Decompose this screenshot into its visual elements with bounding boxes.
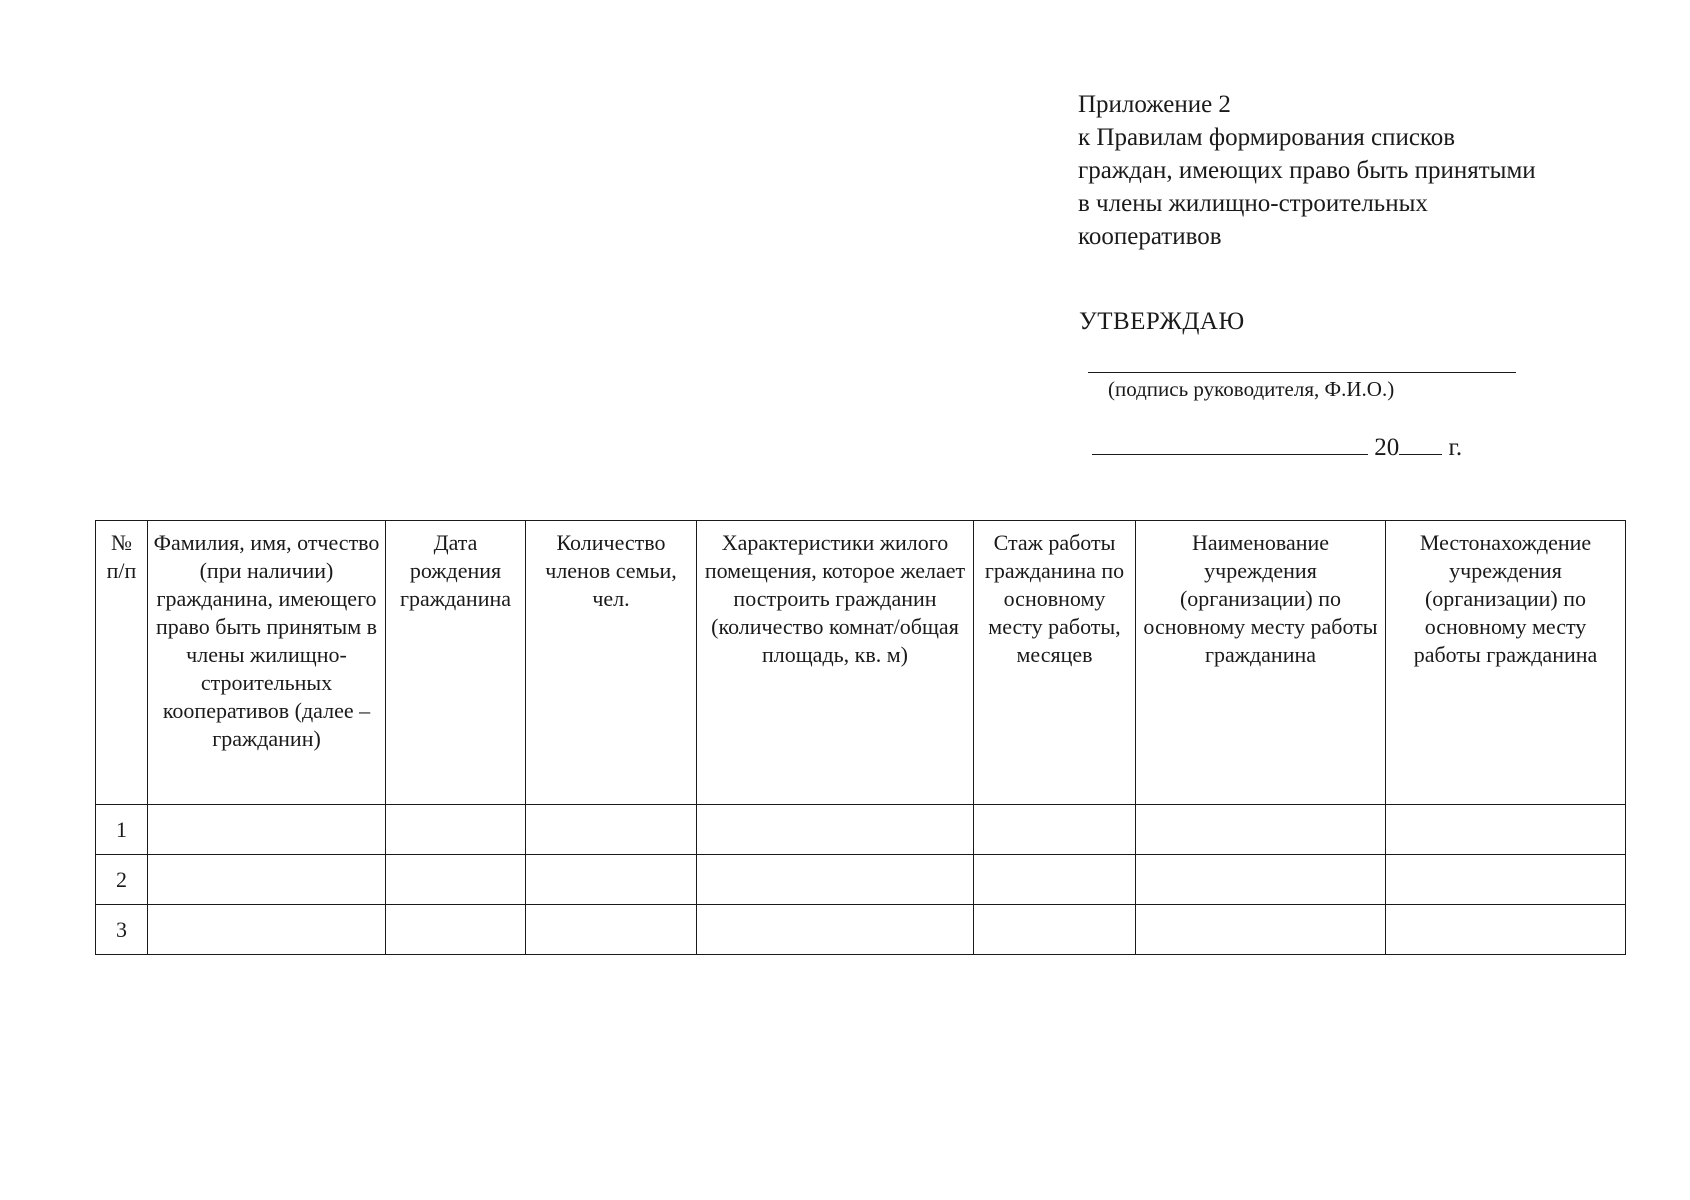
work-experience-cell[interactable] <box>974 855 1136 905</box>
appendix-line: в члены жилищно-строительных <box>1078 190 1428 217</box>
appendix-line: к Правилам формирования списков <box>1078 124 1456 151</box>
appendix-line: кооперативов <box>1078 223 1222 250</box>
header-birth-date: Дата рождения гражданина <box>386 521 526 805</box>
citizens-register-table <box>95 520 1626 955</box>
header-family-members: Количество членов семьи, чел. <box>526 521 697 805</box>
housing-characteristics-cell[interactable] <box>697 805 974 855</box>
row-number: 3 <box>96 905 148 955</box>
work-experience-cell[interactable] <box>974 905 1136 955</box>
housing-characteristics-cell[interactable] <box>697 905 974 955</box>
full-name-cell[interactable] <box>148 805 386 855</box>
header-full-name: Фамилия, имя, отчество (при наличии) гражданина, имеющего право быть принятым в члены жилищно-строительных кооперативов (далее – гражданин) <box>148 521 386 805</box>
employer-location-cell[interactable] <box>1386 855 1626 905</box>
row-number: 1 <box>96 805 148 855</box>
year-prefix: 20 <box>1374 434 1400 461</box>
birth-date-cell[interactable] <box>386 905 526 955</box>
header-work-experience: Стаж работы гражданина по основному месту работы, месяцев <box>974 521 1136 805</box>
year-suffix: г. <box>1448 434 1463 461</box>
housing-characteristics-cell[interactable] <box>697 855 974 905</box>
row-number: 2 <box>96 855 148 905</box>
header-number: № п/п <box>96 521 148 805</box>
full-name-cell[interactable] <box>148 905 386 955</box>
signature-caption: (подпись руководителя, Ф.И.О.) <box>1108 377 1395 401</box>
appendix-heading <box>1078 88 1638 253</box>
employer-location-cell[interactable] <box>1386 805 1626 855</box>
table-header-row <box>96 521 1626 805</box>
birth-date-cell[interactable] <box>386 805 526 855</box>
header-employer-name: Наименование учреждения (организации) по основному месту работы гражданина <box>1136 521 1386 805</box>
table-row <box>96 855 1626 905</box>
full-name-cell[interactable] <box>148 855 386 905</box>
year-blank <box>1399 434 1442 455</box>
employer-name-cell[interactable] <box>1136 805 1386 855</box>
family-members-cell[interactable] <box>526 805 697 855</box>
header-employer-location: Местонахождение учреждения (организации) по основному месту работы гражданина <box>1386 521 1626 805</box>
employer-name-cell[interactable] <box>1136 905 1386 955</box>
birth-date-cell[interactable] <box>386 855 526 905</box>
family-members-cell[interactable] <box>526 855 697 905</box>
signature-line <box>1088 372 1516 373</box>
header-housing-characteristics: Характеристики жилого помещения, которое желает построить гражданин (количество комнат/общая площадь, кв. м) <box>697 521 974 805</box>
table-row <box>96 805 1626 855</box>
employer-name-cell[interactable] <box>1136 855 1386 905</box>
appendix-line: граждан, имеющих право быть принятыми <box>1078 157 1536 184</box>
employer-location-cell[interactable] <box>1386 905 1626 955</box>
appendix-line: Приложение 2 <box>1078 91 1231 118</box>
approval-title: УТВЕРЖДАЮ <box>1079 308 1245 335</box>
family-members-cell[interactable] <box>526 905 697 955</box>
table-row <box>96 905 1626 955</box>
approval-date <box>1092 434 1462 462</box>
work-experience-cell[interactable] <box>974 805 1136 855</box>
date-blank <box>1092 434 1368 455</box>
